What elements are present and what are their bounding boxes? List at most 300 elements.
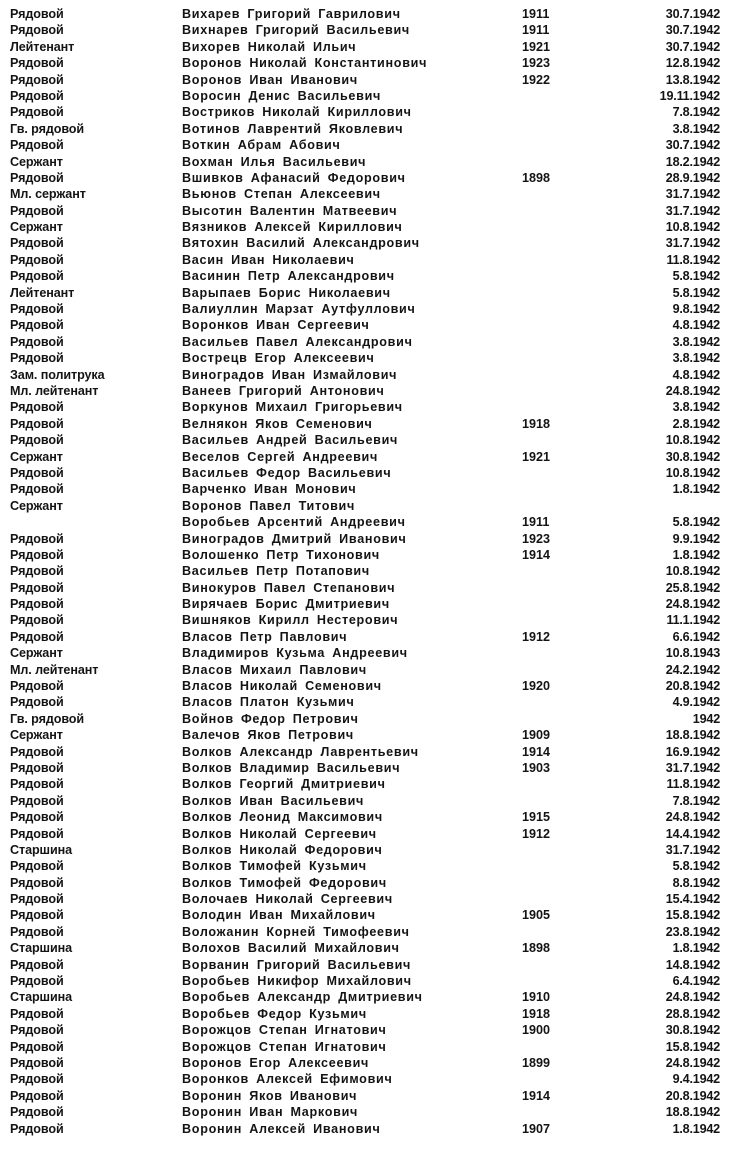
date-cell: 3.8.1942 <box>672 334 720 349</box>
name-cell: Воркунов Михаил Григорьевич <box>182 400 403 415</box>
rank-cell: Сержант <box>10 220 63 235</box>
date-cell: 11.1.1942 <box>666 613 720 628</box>
name-cell: Виноградов Дмитрий Иванович <box>182 531 407 546</box>
date-cell: 4.9.1942 <box>672 695 720 710</box>
date-cell: 24.8.1942 <box>665 597 720 612</box>
year-cell: 1899 <box>522 1056 551 1070</box>
list-row <box>0 481 730 497</box>
date-cell: 16.9.1942 <box>665 744 720 759</box>
name-cell: Велнякон Яков Семенович <box>182 416 373 431</box>
rank-cell: Рядовой <box>10 1088 64 1103</box>
name-cell: Воронов Николай Константинович <box>182 56 428 71</box>
rank-cell: Зам. политрука <box>10 367 105 382</box>
list-row <box>0 1006 730 1022</box>
name-cell: Вотинов Лаврентий Яковлевич <box>182 121 404 136</box>
date-cell: 6.4.1942 <box>672 974 720 989</box>
rank-cell: Мл. лейтенант <box>10 662 99 677</box>
name-cell: Вшивков Афанасий Федорович <box>182 170 406 185</box>
date-cell: 3.8.1942 <box>672 351 720 366</box>
date-cell: 3.8.1942 <box>672 121 720 136</box>
list-row <box>0 580 730 596</box>
name-cell: Власов Михаил Павлович <box>182 662 367 677</box>
rank-cell: Старшина <box>10 941 73 956</box>
date-cell: 31.7.1942 <box>665 842 720 857</box>
list-row <box>0 252 730 268</box>
list-row <box>0 203 730 219</box>
year-cell: 1921 <box>522 39 551 54</box>
list-row <box>0 1055 730 1071</box>
name-cell: Вьюнов Степан Алексеевич <box>182 187 381 202</box>
rank-cell: Рядовой <box>10 1121 64 1136</box>
rank-cell: Лейтенант <box>10 39 75 54</box>
name-cell: Воронин Алексей Иванович <box>182 1121 381 1136</box>
name-cell: Вохман Илья Васильевич <box>182 154 367 169</box>
name-cell: Виноградов Иван Измайлович <box>182 367 398 382</box>
name-cell: Ванеев Григорий Антонович <box>182 383 385 398</box>
list-row <box>0 465 730 481</box>
date-cell: 1.8.1942 <box>672 547 720 562</box>
date-cell: 31.7.1942 <box>665 236 720 251</box>
name-cell: Винокуров Павел Степанович <box>182 580 396 595</box>
date-cell: 23.8.1942 <box>665 924 720 939</box>
name-cell: Волков Николай Федорович <box>182 842 383 857</box>
name-cell: Воронов Иван Иванович <box>182 72 358 87</box>
year-cell: 1911 <box>522 7 550 21</box>
rank-cell: Рядовой <box>10 760 64 775</box>
rank-cell: Рядовой <box>10 56 64 71</box>
rank-cell: Рядовой <box>10 810 64 825</box>
rank-cell: Рядовой <box>10 1023 64 1038</box>
date-cell: 24.8.1942 <box>665 810 720 825</box>
casualty-list <box>0 6 730 1137</box>
year-cell: 1898 <box>522 170 551 185</box>
list-row <box>0 1104 730 1120</box>
rank-cell: Рядовой <box>10 875 64 890</box>
name-cell: Варченко Иван Монович <box>182 482 357 497</box>
list-row <box>0 383 730 399</box>
year-cell: 1898 <box>522 941 551 956</box>
list-row <box>0 711 730 727</box>
list-row <box>0 596 730 612</box>
rank-cell: Рядовой <box>10 924 64 939</box>
list-row <box>0 88 730 104</box>
rank-cell: Рядовой <box>10 302 64 317</box>
rank-cell: Мл. лейтенант <box>10 383 99 398</box>
list-row <box>0 547 730 563</box>
name-cell: Вихарев Григорий Гаврилович <box>182 7 401 21</box>
rank-cell: Сержант <box>10 498 63 513</box>
date-cell: 2.8.1942 <box>672 416 720 431</box>
name-cell: Вихорев Николай Ильич <box>182 39 357 54</box>
rank-cell: Рядовой <box>10 629 64 644</box>
name-cell: Волков Тимофей Кузьмич <box>182 859 367 874</box>
name-cell: Воробьев Арсентий Андреевич <box>182 515 406 530</box>
rank-cell: Рядовой <box>10 23 64 38</box>
list-row <box>0 1071 730 1087</box>
rank-cell: Рядовой <box>10 580 64 595</box>
rank-cell: Мл. сержант <box>10 187 86 202</box>
list-row <box>0 170 730 186</box>
name-cell: Волков Леонид Максимович <box>182 810 383 825</box>
rank-cell: Рядовой <box>10 892 64 907</box>
date-cell: 10.8.1942 <box>665 433 720 448</box>
year-cell: 1918 <box>522 1006 551 1021</box>
name-cell: Васильев Павел Александрович <box>182 334 413 349</box>
name-cell: Воложанин Корней Тимофеевич <box>182 924 410 939</box>
year-cell: 1914 <box>522 547 551 562</box>
date-cell: 24.8.1942 <box>665 990 720 1005</box>
list-row <box>0 399 730 415</box>
name-cell: Вятохин Василий Александрович <box>182 236 420 251</box>
list-row <box>0 1088 730 1104</box>
list-row <box>0 875 730 891</box>
rank-cell: Рядовой <box>10 433 64 448</box>
rank-cell: Рядовой <box>10 744 64 759</box>
date-cell: 3.8.1942 <box>672 400 720 415</box>
year-cell: 1909 <box>522 728 551 743</box>
name-cell: Воткин Абрам Абович <box>182 138 341 153</box>
date-cell: 5.8.1942 <box>672 859 720 874</box>
date-cell: 14.8.1942 <box>665 957 720 972</box>
rank-cell: Рядовой <box>10 465 64 480</box>
year-cell: 1910 <box>522 990 551 1005</box>
list-row <box>0 776 730 792</box>
date-cell: 28.8.1942 <box>665 1006 720 1021</box>
name-cell: Воронков Алексей Ефимович <box>182 1072 393 1087</box>
list-row <box>0 186 730 202</box>
name-cell: Волков Иван Васильевич <box>182 793 365 808</box>
rank-cell: Старшина <box>10 990 73 1005</box>
name-cell: Волохов Василий Михайлович <box>182 941 400 956</box>
rank-cell: Рядовой <box>10 416 64 431</box>
rank-cell: Сержант <box>10 449 63 464</box>
list-row <box>0 907 730 923</box>
name-cell: Волков Владимир Васильевич <box>182 760 401 775</box>
date-cell: 31.7.1942 <box>665 187 720 202</box>
list-row <box>0 629 730 645</box>
name-cell: Васильев Андрей Васильевич <box>182 433 399 448</box>
date-cell: 31.7.1942 <box>665 203 720 218</box>
list-row <box>0 1022 730 1038</box>
list-row <box>0 55 730 71</box>
name-cell: Вишняков Кирилл Нестерович <box>182 613 399 628</box>
date-cell: 1942 <box>692 711 720 726</box>
rank-cell: Рядовой <box>10 793 64 808</box>
name-cell: Воронин Иван Маркович <box>182 1105 359 1120</box>
list-row <box>0 957 730 973</box>
date-cell: 9.9.1942 <box>672 531 720 546</box>
rank-cell: Рядовой <box>10 318 64 333</box>
name-cell: Васин Иван Николаевич <box>182 252 355 267</box>
date-cell: 20.8.1942 <box>665 679 720 694</box>
year-cell: 1912 <box>522 629 551 644</box>
date-cell: 10.8.1942 <box>665 564 720 579</box>
name-cell: Вострецв Егор Алексеевич <box>182 351 375 366</box>
list-row <box>0 826 730 842</box>
date-cell: 18.8.1942 <box>665 1105 720 1120</box>
list-row <box>0 973 730 989</box>
rank-cell: Рядовой <box>10 531 64 546</box>
date-cell: 1.8.1942 <box>672 1121 720 1136</box>
name-cell: Воробьев Федор Кузьмич <box>182 1006 367 1021</box>
date-cell: 18.8.1942 <box>665 728 720 743</box>
list-row <box>0 678 730 694</box>
name-cell: Волков Тимофей Федорович <box>182 875 387 890</box>
rank-cell: Рядовой <box>10 203 64 218</box>
list-row <box>0 154 730 170</box>
list-row <box>0 498 730 514</box>
date-cell: 19.11.1942 <box>659 88 720 103</box>
rank-cell: Рядовой <box>10 138 64 153</box>
name-cell: Высотин Валентин Матвеевич <box>182 203 398 218</box>
year-cell: 1920 <box>522 679 551 694</box>
rank-cell: Рядовой <box>10 826 64 841</box>
rank-cell: Рядовой <box>10 1072 64 1087</box>
name-cell: Валиуллин Марзат Аутфуллович <box>182 302 416 317</box>
date-cell: 8.8.1942 <box>672 875 720 890</box>
list-row <box>0 137 730 153</box>
date-cell: 10.8.1942 <box>665 465 720 480</box>
list-row <box>0 891 730 907</box>
date-cell: 1.8.1942 <box>672 941 720 956</box>
list-row <box>0 563 730 579</box>
list-row <box>0 531 730 547</box>
rank-cell: Рядовой <box>10 252 64 267</box>
year-cell: 1914 <box>522 1088 551 1103</box>
date-cell: 9.8.1942 <box>672 302 720 317</box>
date-cell: 14.4.1942 <box>665 826 720 841</box>
date-cell: 30.7.1942 <box>665 7 720 21</box>
name-cell: Воронков Иван Сергеевич <box>182 318 370 333</box>
rank-cell: Старшина <box>10 842 73 857</box>
name-cell: Владимиров Кузьма Андреевич <box>182 646 408 661</box>
list-row <box>0 449 730 465</box>
name-cell: Власов Николай Семенович <box>182 679 382 694</box>
list-row <box>0 924 730 940</box>
rank-cell: Рядовой <box>10 564 64 579</box>
rank-cell: Рядовой <box>10 351 64 366</box>
date-cell: 28.9.1942 <box>665 170 720 185</box>
rank-cell: Сержант <box>10 646 63 661</box>
rank-cell: Рядовой <box>10 170 64 185</box>
list-row <box>0 940 730 956</box>
list-row <box>0 793 730 809</box>
rank-cell: Лейтенант <box>10 285 75 300</box>
date-cell: 24.8.1942 <box>665 383 720 398</box>
rank-cell: Рядовой <box>10 859 64 874</box>
list-row <box>0 219 730 235</box>
year-cell: 1911 <box>522 515 550 530</box>
date-cell: 15.8.1942 <box>665 908 720 923</box>
name-cell: Васинин Петр Александрович <box>182 269 395 284</box>
year-cell: 1918 <box>522 416 551 431</box>
date-cell: 20.8.1942 <box>665 1088 720 1103</box>
date-cell: 6.6.1942 <box>672 629 720 644</box>
date-cell: 11.8.1942 <box>666 252 720 267</box>
name-cell: Воронов Егор Алексеевич <box>182 1056 370 1070</box>
list-row <box>0 645 730 661</box>
name-cell: Воронов Павел Титович <box>182 498 355 513</box>
date-cell: 15.4.1942 <box>665 892 720 907</box>
rank-cell: Рядовой <box>10 974 64 989</box>
rank-cell: Рядовой <box>10 547 64 562</box>
name-cell: Варыпаев Борис Николаевич <box>182 285 391 300</box>
list-row <box>0 432 730 448</box>
name-cell: Васильев Петр Потапович <box>182 564 370 579</box>
rank-cell: Рядовой <box>10 679 64 694</box>
rank-cell: Рядовой <box>10 482 64 497</box>
date-cell: 5.8.1942 <box>672 515 720 530</box>
rank-cell: Рядовой <box>10 1056 64 1070</box>
date-cell: 5.8.1942 <box>672 269 720 284</box>
rank-cell: Рядовой <box>10 957 64 972</box>
rank-cell: Рядовой <box>10 400 64 415</box>
name-cell: Вихнарев Григорий Васильевич <box>182 23 410 38</box>
list-row <box>0 744 730 760</box>
year-cell: 1900 <box>522 1023 551 1038</box>
name-cell: Валечов Яков Петрович <box>182 728 354 743</box>
date-cell: 30.8.1942 <box>665 449 720 464</box>
date-cell: 4.8.1942 <box>672 318 720 333</box>
name-cell: Веселов Сергей Андреевич <box>182 449 378 464</box>
rank-cell: Рядовой <box>10 7 64 21</box>
date-cell: 10.8.1943 <box>665 646 720 661</box>
name-cell: Власов Платон Кузьмич <box>182 695 355 710</box>
year-cell: 1923 <box>522 531 551 546</box>
list-row <box>0 1039 730 1055</box>
date-cell: 10.8.1942 <box>665 220 720 235</box>
list-row <box>0 121 730 137</box>
list-row <box>0 662 730 678</box>
year-cell: 1903 <box>522 760 551 775</box>
rank-cell: Рядовой <box>10 1006 64 1021</box>
date-cell: 30.8.1942 <box>665 1023 720 1038</box>
rank-cell: Рядовой <box>10 597 64 612</box>
name-cell: Воробьев Александр Дмитриевич <box>182 990 423 1005</box>
date-cell: 15.8.1942 <box>665 1039 720 1054</box>
name-cell: Ворожцов Степан Игнатович <box>182 1039 387 1054</box>
name-cell: Волков Николай Сергеевич <box>182 826 377 841</box>
rank-cell: Рядовой <box>10 908 64 923</box>
list-row <box>0 22 730 38</box>
name-cell: Васильев Федор Васильевич <box>182 465 392 480</box>
list-row <box>0 268 730 284</box>
year-cell: 1923 <box>522 56 551 71</box>
list-row <box>0 989 730 1005</box>
rank-cell: Рядовой <box>10 1039 64 1054</box>
year-cell: 1922 <box>522 72 551 87</box>
list-row <box>0 72 730 88</box>
list-row <box>0 809 730 825</box>
date-cell: 7.8.1942 <box>672 793 720 808</box>
rank-cell: Рядовой <box>10 269 64 284</box>
name-cell: Володин Иван Михайлович <box>182 908 376 923</box>
list-row <box>0 612 730 628</box>
date-cell: 18.2.1942 <box>665 154 720 169</box>
date-cell: 30.7.1942 <box>665 23 720 38</box>
date-cell: 24.2.1942 <box>665 662 720 677</box>
rank-cell: Рядовой <box>10 88 64 103</box>
rank-cell: Сержант <box>10 154 63 169</box>
year-cell: 1914 <box>522 744 551 759</box>
rank-cell: Рядовой <box>10 105 64 120</box>
list-row <box>0 727 730 743</box>
rank-cell: Рядовой <box>10 236 64 251</box>
list-row <box>0 1121 730 1137</box>
list-row <box>0 6 730 22</box>
date-cell: 24.8.1942 <box>665 1056 720 1070</box>
list-row <box>0 858 730 874</box>
date-cell: 4.8.1942 <box>672 367 720 382</box>
list-row <box>0 317 730 333</box>
date-cell: 9.4.1942 <box>672 1072 720 1087</box>
date-cell: 13.8.1942 <box>665 72 720 87</box>
list-row <box>0 350 730 366</box>
name-cell: Волков Александр Лаврентьевич <box>182 744 419 759</box>
rank-cell: Рядовой <box>10 1105 64 1120</box>
year-cell: 1905 <box>522 908 551 923</box>
year-cell: 1915 <box>522 810 551 825</box>
rank-cell: Гв. рядовой <box>10 121 85 136</box>
year-cell: 1911 <box>522 23 550 38</box>
list-row <box>0 416 730 432</box>
rank-cell: Рядовой <box>10 72 64 87</box>
name-cell: Воронин Яков Иванович <box>182 1088 358 1103</box>
name-cell: Ворожцов Степан Игнатович <box>182 1023 387 1038</box>
list-row <box>0 367 730 383</box>
name-cell: Вирячаев Борис Дмитриевич <box>182 597 390 612</box>
list-row <box>0 39 730 55</box>
name-cell: Востриков Николай Кириллович <box>182 105 412 120</box>
name-cell: Ворванин Григорий Васильевич <box>182 957 412 972</box>
rank-cell: Рядовой <box>10 695 64 710</box>
list-row <box>0 285 730 301</box>
name-cell: Волочаев Николай Сергеевич <box>182 892 393 907</box>
name-cell: Воробьев Никифор Михайлович <box>182 974 412 989</box>
name-cell: Волошенко Петр Тихонович <box>182 547 380 562</box>
date-cell: 12.8.1942 <box>665 56 720 71</box>
list-row <box>0 334 730 350</box>
date-cell: 30.7.1942 <box>665 39 720 54</box>
rank-cell: Рядовой <box>10 777 64 792</box>
date-cell: 25.8.1942 <box>665 580 720 595</box>
date-cell: 11.8.1942 <box>666 777 720 792</box>
date-cell: 7.8.1942 <box>672 105 720 120</box>
date-cell: 5.8.1942 <box>672 285 720 300</box>
rank-cell: Гв. рядовой <box>10 711 85 726</box>
name-cell: Воросин Денис Васильевич <box>182 88 382 103</box>
rank-cell: Сержант <box>10 728 63 743</box>
list-row <box>0 235 730 251</box>
date-cell: 1.8.1942 <box>672 482 720 497</box>
year-cell: 1912 <box>522 826 551 841</box>
rank-cell: Рядовой <box>10 613 64 628</box>
year-cell: 1921 <box>522 449 551 464</box>
name-cell: Волков Георгий Дмитриевич <box>182 777 386 792</box>
list-row <box>0 104 730 120</box>
list-row <box>0 301 730 317</box>
list-row <box>0 694 730 710</box>
list-row <box>0 514 730 530</box>
name-cell: Вязников Алексей Кириллович <box>182 220 403 235</box>
name-cell: Войнов Федор Петрович <box>182 711 359 726</box>
date-cell: 30.7.1942 <box>665 138 720 153</box>
rank-cell: Рядовой <box>10 334 64 349</box>
year-cell: 1907 <box>522 1121 551 1136</box>
list-row <box>0 760 730 776</box>
list-row <box>0 842 730 858</box>
name-cell: Власов Петр Павлович <box>182 629 348 644</box>
